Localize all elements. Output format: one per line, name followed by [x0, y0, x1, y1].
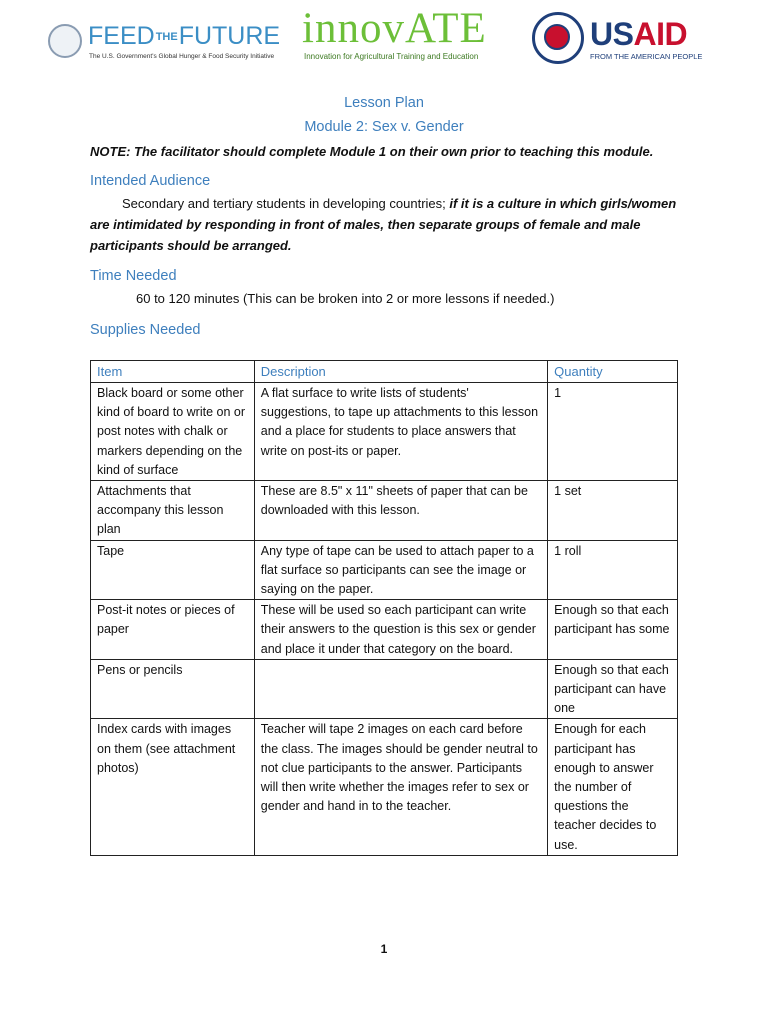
- table-row: [91, 659, 678, 719]
- table-row: [91, 540, 678, 600]
- usaid-wordmark: USAID: [590, 16, 688, 52]
- supplies-table: [90, 360, 678, 856]
- column-header-item: Item: [91, 361, 255, 383]
- cell-description: These will be used so each participant can write their answers to the question is this sex or gender and place it under that category on the board.: [254, 600, 547, 660]
- cell-quantity: Enough for each participant has enough to answer the number of questions the teacher decides to use.: [548, 719, 678, 855]
- page-subtitle: Module 2: Sex v. Gender: [304, 119, 464, 135]
- facilitator-note: NOTE: The facilitator should complete Module 1 on their own prior to teaching this module.: [90, 144, 654, 159]
- cell-quantity: Enough so that each participant can have one: [548, 659, 678, 719]
- innovate-logo: [302, 5, 502, 64]
- table-header-row: [91, 361, 678, 383]
- cell-description: These are 8.5" x 11" sheets of paper that can be downloaded with this lesson.: [254, 481, 547, 541]
- time-heading: Time Needed: [90, 268, 177, 284]
- audience-heading: Intended Audience: [90, 173, 211, 189]
- page-title: Lesson Plan: [344, 95, 424, 111]
- cell-description: A flat surface to write lists of students' suggestions, to tape up attachments to this lesson and a place for students to place answers that write on post-its or paper.: [254, 383, 547, 481]
- column-header-quantity: Quantity: [548, 361, 678, 383]
- feed-the-future-wordmark: FEEDTHEFUTURE: [88, 22, 281, 50]
- feed-the-future-tagline: The U.S. Government's Global Hunger & Food Security Initiative: [89, 53, 275, 60]
- us-seal-icon: [48, 24, 82, 58]
- cell-quantity: Enough so that each participant has some: [548, 600, 678, 660]
- page-number: 1: [380, 942, 388, 956]
- table-row: [91, 719, 678, 855]
- usaid-tagline: FROM THE AMERICAN PEOPLE: [590, 52, 703, 61]
- cell-quantity: 1: [548, 383, 678, 481]
- cell-description: Any type of tape can be used to attach paper to a flat surface so participants can see the image or saying on the paper.: [254, 540, 547, 600]
- innovate-wordmark: innovATE: [302, 5, 487, 52]
- innovate-tagline: Innovation for Agricultural Training and Education: [304, 52, 479, 61]
- audience-text: [90, 193, 680, 256]
- cell-item: Post-it notes or pieces of paper: [91, 600, 255, 660]
- cell-item: Pens or pencils: [91, 659, 255, 719]
- cell-item: Tape: [91, 540, 255, 600]
- table-row: [91, 383, 678, 481]
- cell-quantity: 1 set: [548, 481, 678, 541]
- time-text: 60 to 120 minutes (This can be broken into 2 or more lessons if needed.): [136, 291, 555, 306]
- supplies-heading: Supplies Needed: [90, 322, 201, 338]
- table-row: [91, 600, 678, 660]
- cell-description: [254, 659, 547, 719]
- cell-quantity: 1 roll: [548, 540, 678, 600]
- usaid-seal-center-icon: [544, 24, 570, 50]
- usaid-logo: [532, 12, 712, 68]
- audience-text-plain: Secondary and tertiary students in developing countries;: [122, 196, 450, 211]
- feed-the-future-logo: [48, 22, 281, 66]
- column-header-description: Description: [254, 361, 547, 383]
- cell-description: Teacher will tape 2 images on each card before the class. The images should be gender neutral to not clue participants to the answer. Participants will then write whether the images refer to sex or gender and hand in to the teacher.: [254, 719, 547, 855]
- cell-item: Attachments that accompany this lesson plan: [91, 481, 255, 541]
- cell-item: Black board or some other kind of board to write on or post notes with chalk or markers depending on the kind of surface: [91, 383, 255, 481]
- audience-text-emphasis: if it is a culture in which girls/women are intimidated by responding in front of males, then separate groups of female and male participants should be arranged.: [90, 196, 677, 253]
- cell-item: Index cards with images on them (see attachment photos): [91, 719, 255, 855]
- table-row: [91, 481, 678, 541]
